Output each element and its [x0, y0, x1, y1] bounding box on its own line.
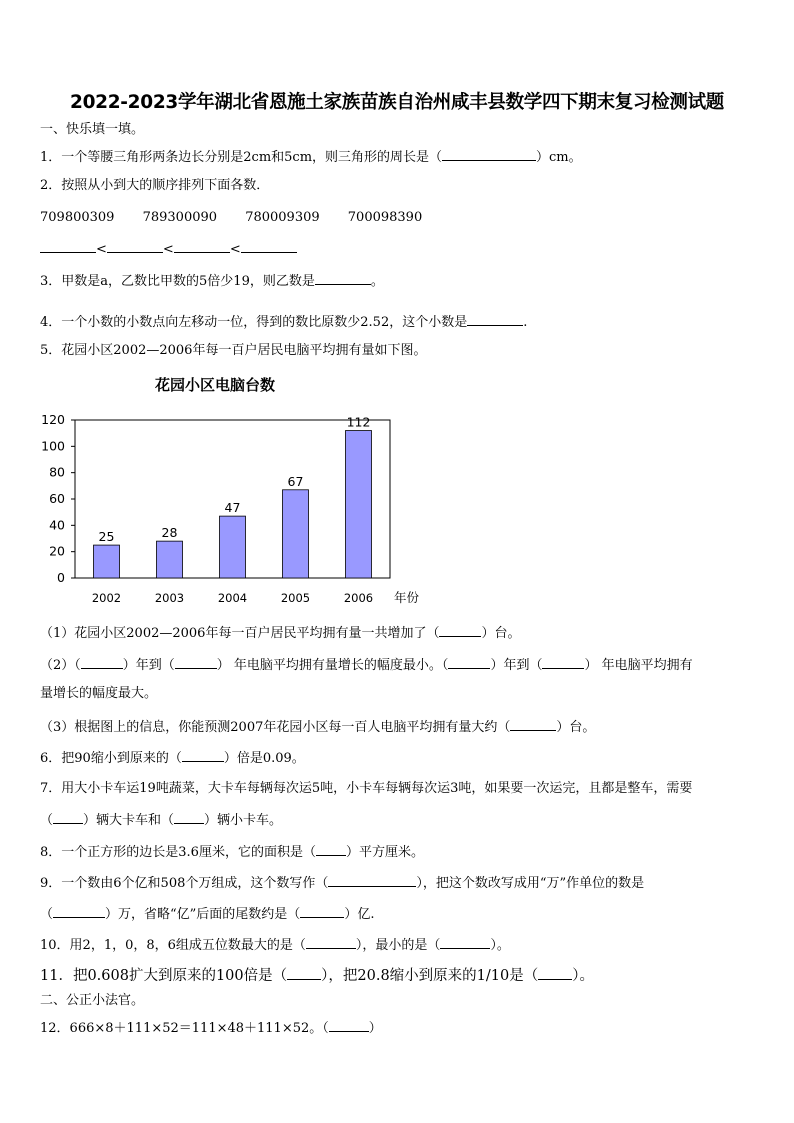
data-label: 112: [346, 414, 371, 430]
y-tick-label: 80: [49, 464, 65, 480]
question-9-cont: （ ）万，省略“亿”后面的尾数约是（ ）亿.: [40, 907, 375, 922]
question-1: 1．一个等腰三角形两条边长分别是2cm和5cm，则三角形的周长是（ ）cm。: [40, 150, 582, 165]
question-4: 4．一个小数的小数点向左移动一位，得到的数比原数少2.52，这个小数是 .: [40, 315, 528, 330]
y-tick-label: 120: [41, 412, 65, 427]
answer-blank[interactable]: [442, 148, 536, 161]
answer-blank[interactable]: [40, 240, 96, 253]
x-tick-label: 2003: [154, 591, 185, 605]
bar: [157, 541, 183, 578]
y-tick-label: 40: [49, 517, 65, 533]
question-6: 6．把90缩小到原来的（ ）倍是0.09。: [40, 751, 305, 766]
data-label: 25: [98, 529, 115, 545]
page-title: 2022-2023学年湖北省恩施土家族苗族自治州咸丰县数学四下期末复习检测试题: [70, 92, 724, 113]
x-tick-label: 2005: [280, 591, 311, 605]
question-5-1: （1）花园小区2002—2006年每一百户居民平均拥有量一共增加了（ ）台。: [40, 626, 521, 641]
question-12: 12．666×8＋111×52＝111×48＋111×52。（ ）: [40, 1021, 382, 1036]
bar: [94, 545, 120, 578]
answer-blank[interactable]: [538, 967, 572, 980]
bar: [283, 490, 309, 578]
question-5: 5．花园小区2002—2006年每一百户居民电脑平均拥有量如下图。: [40, 343, 427, 358]
answer-blank[interactable]: [306, 936, 356, 949]
chart-title: 花园小区电脑台数: [154, 376, 276, 394]
question-5-3: （3）根据图上的信息，你能预测2007年花园小区每一百人电脑平均拥有量大约（ ）台。: [40, 720, 596, 735]
equation: 666×8＋111×52＝111×48＋111×52: [69, 1021, 310, 1036]
answer-blank[interactable]: [316, 843, 346, 856]
number-item: 780009309: [245, 210, 320, 225]
bar-chart: [20, 370, 440, 615]
y-tick-label: 100: [41, 438, 65, 454]
answer-blank[interactable]: [175, 656, 217, 669]
answer-blank[interactable]: [510, 718, 556, 731]
y-tick-label: 0: [57, 570, 65, 585]
question-3: 3．甲数是a，乙数比甲数的5倍少19，则乙数是 。: [40, 274, 384, 289]
data-label: 67: [287, 473, 304, 489]
question-7: 7．用大小卡车运19吨蔬菜，大卡车每辆每次运5吨，小卡车每辆每次运3吨，如果要一次运完，且都是整车，需要: [40, 781, 693, 796]
question-7-cont: （ ）辆大卡车和（ ）辆小卡车。: [40, 813, 283, 828]
answer-blank[interactable]: [53, 905, 105, 918]
section-heading-2: 二、公正小法官。: [40, 993, 145, 1008]
data-label: 28: [161, 525, 178, 541]
x-tick-label: 2006: [343, 591, 374, 605]
y-tick-label: 20: [49, 543, 65, 559]
answer-blank[interactable]: [439, 624, 481, 637]
answer-blank[interactable]: [107, 240, 163, 253]
number-item: 709800309: [40, 210, 115, 225]
bar: [220, 516, 246, 578]
question-11: 11．把0.608扩大到原来的100倍是（ ），把20.8缩小到原来的1/10是（ ）。: [40, 968, 594, 984]
x-axis-label: 年份: [394, 590, 420, 605]
ordering-blanks: < < <: [40, 240, 297, 258]
number-item: 789300090: [142, 210, 218, 225]
answer-blank[interactable]: [81, 656, 123, 669]
answer-blank[interactable]: [329, 1019, 369, 1032]
question-5-2: （2）（ ）年到（ ） 年电脑平均拥有量增长的幅度最小。（ ）年到（ ） 年电脑平均拥有: [40, 658, 693, 673]
answer-blank[interactable]: [467, 313, 523, 326]
answer-blank[interactable]: [448, 656, 490, 669]
answer-blank[interactable]: [440, 936, 490, 949]
number-list: [40, 210, 446, 226]
answer-blank[interactable]: [315, 272, 371, 285]
answer-blank[interactable]: [300, 905, 344, 918]
bar: [346, 431, 372, 578]
section-heading-1: 一、快乐填一填。: [40, 122, 145, 137]
number-item: 700098390: [347, 210, 423, 225]
answer-blank[interactable]: [182, 749, 224, 762]
x-tick-label: 2002: [91, 591, 122, 605]
question-5-2-cont: 量增长的幅度最大。: [40, 686, 158, 701]
answer-blank[interactable]: [241, 240, 297, 253]
answer-blank[interactable]: [542, 656, 584, 669]
x-tick-label: 2004: [217, 591, 248, 605]
question-8: 8．一个正方形的边长是3.6厘米，它的面积是（ ）平方厘米。: [40, 845, 424, 860]
question-9: 9．一个数由6个亿和508个万组成，这个数写作（ ），把这个数改写成用“万”作单位的数是: [40, 876, 645, 891]
answer-blank[interactable]: [53, 811, 83, 824]
data-label: 47: [224, 500, 241, 516]
answer-blank[interactable]: [174, 811, 204, 824]
answer-blank[interactable]: [287, 967, 321, 980]
answer-blank[interactable]: [328, 874, 416, 887]
y-tick-label: 60: [49, 491, 65, 506]
question-2: 2．按照从小到大的顺序排列下面各数．: [40, 178, 270, 193]
question-10: 10．用2，1，0，8，6组成五位数最大的是（ ），最小的是（ ）。: [40, 938, 510, 953]
answer-blank[interactable]: [174, 240, 230, 253]
